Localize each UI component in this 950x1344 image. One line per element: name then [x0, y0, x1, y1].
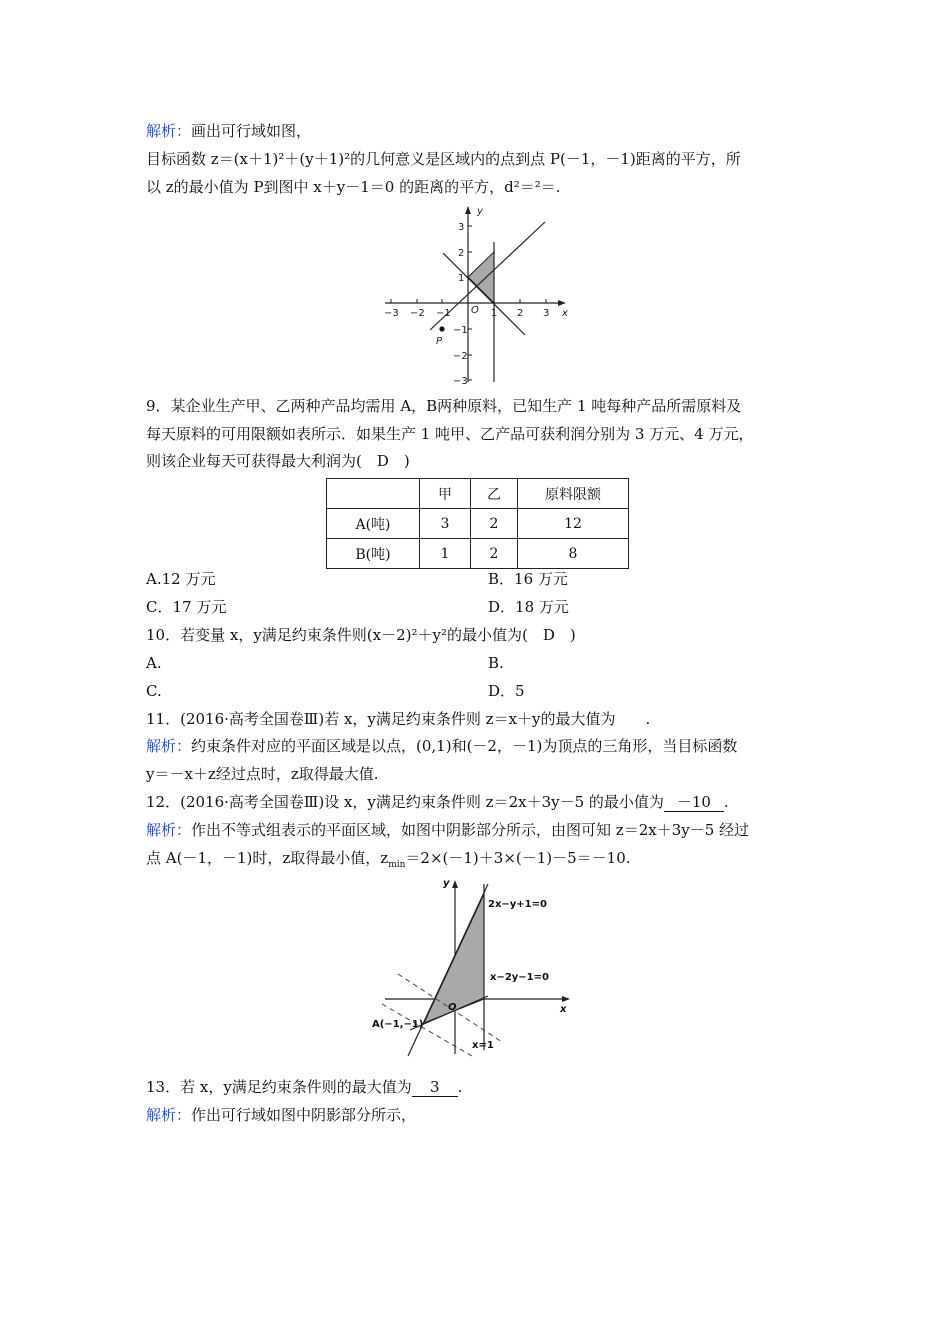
origin-label: O — [448, 1002, 457, 1013]
q9-line3: 则该企业每天可获得最大利润为( D ) — [146, 452, 410, 470]
p8-analysis-line1: 解析：画出可行域如图， — [146, 122, 312, 140]
p8-analysis-line2: 目标函数 z＝(x＋1)²＋(y＋1)²的几何意义是区域内的点到点 P(－1，－1)距离的平方，所 — [146, 150, 741, 168]
point-p-marker — [439, 326, 444, 331]
q13-analysis-line1: 解析：作出可行域如图中阴影部分所示， — [146, 1106, 417, 1124]
p8-analysis-line3: 以 z的最小值为 P到图中 x＋y－1＝0 的距离的平方，d²＝²＝. — [146, 178, 561, 196]
table-cell: A(吨) — [327, 509, 420, 539]
q12-analysis-line1: 解析：作出不等式组表示的平面区域，如图中阴影部分所示，由图可知 z＝2x＋3y－5 经过 — [146, 821, 750, 839]
q10-text: 10．若变量 x，y满足约束条件则(x－2)²＋y²的最小值为( D ) — [146, 626, 576, 644]
y-tick-label: −2 — [453, 351, 468, 362]
analysis-label: 解析： — [146, 821, 192, 839]
table-cell: B(吨) — [327, 539, 420, 569]
shaded-region — [468, 252, 494, 303]
y-tick-label: −3 — [453, 376, 468, 387]
table-header-row — [327, 479, 629, 509]
q10-option-c: C. — [146, 682, 162, 700]
table-header-cell: 原料限额 — [518, 479, 629, 509]
table-cell: 8 — [518, 539, 629, 569]
line-label-x-2y-1: x−2y−1=0 — [490, 972, 549, 983]
y-axis-label: y — [477, 206, 483, 217]
x-tick-label: −3 — [384, 308, 399, 319]
analysis-label: 解析： — [146, 737, 192, 755]
objective-dashed-line — [382, 1004, 472, 1056]
q11-analysis-line1: 解析：约束条件对应的平面区域是以点，(0,1)和(－2，－1)为顶点的三角形，当目标函数 — [146, 737, 738, 755]
table-header-cell: 甲 — [420, 479, 471, 509]
q9-option-c: C．17 万元 — [146, 598, 227, 616]
q13-text: 13．若 x，y满足约束条件则的最大值为 3 . — [146, 1078, 463, 1096]
analysis-label: 解析： — [146, 1106, 192, 1124]
q9-option-d: D．18 万元 — [488, 598, 569, 616]
feasible-region-figure-1 — [380, 200, 570, 390]
table-header-cell: 乙 — [471, 479, 518, 509]
table-header-cell — [327, 479, 420, 509]
q9-option-a: A.12 万元 — [146, 570, 216, 588]
y-tick-label: 3 — [458, 222, 465, 233]
table-cell: 2 — [471, 539, 518, 569]
table-row — [327, 539, 629, 569]
point-p-label: P — [436, 336, 443, 347]
y-tick-label: −1 — [453, 325, 468, 336]
analysis-label: 解析： — [146, 122, 192, 140]
q10-option-a: A. — [146, 654, 162, 672]
table-cell: 3 — [420, 509, 471, 539]
q9-option-b: B．16 万元 — [488, 570, 568, 588]
q10-option-d: D．5 — [488, 682, 525, 700]
x-tick-label: 2 — [517, 308, 524, 319]
q9-line1: 9．某企业生产甲、乙两种产品均需用 A，B两种原料，已知生产 1 吨每种产品所需原料及 — [146, 397, 742, 415]
feasible-region-figure-2 — [370, 870, 580, 1060]
x-axis-label: x — [562, 308, 568, 319]
y-tick-label: 1 — [458, 273, 465, 284]
table-cell: 1 — [420, 539, 471, 569]
table-cell: 12 — [518, 509, 629, 539]
table-row — [327, 509, 629, 539]
point-a-label: A(−1,−1) — [372, 1019, 424, 1030]
x-tick-label: 1 — [491, 308, 498, 319]
material-table — [326, 478, 629, 569]
line-label-2x-y-1: 2x−y+1=0 — [488, 899, 547, 910]
origin-label: O — [471, 305, 479, 316]
q12-analysis-line2: 点 A(－1，－1)时，z取得最小值，$z_{min}=2\times(-1)+3\times(-1)-5=-10$. — [146, 849, 631, 870]
q12-answer: －10 — [664, 793, 724, 812]
y-tick-label: 2 — [458, 248, 465, 259]
table-cell: 2 — [471, 509, 518, 539]
q11-analysis-line2: y＝－x＋z经过点时，z取得最大值. — [146, 765, 379, 783]
x-axis-label: x — [560, 1004, 567, 1015]
x-tick-label: 3 — [543, 308, 550, 319]
q13-answer: 3 — [412, 1078, 458, 1097]
x-tick-label: −1 — [436, 308, 451, 319]
line-label-x-eq-1: x=1 — [472, 1040, 494, 1051]
x-tick-label: −2 — [410, 308, 425, 319]
q10-option-b: B. — [488, 654, 504, 672]
y-axis-label: y — [443, 878, 450, 889]
q11-text: 11．(2016·高考全国卷Ⅲ)若 x，y满足约束条件则 z＝x＋y的最大值为 . — [146, 710, 651, 728]
q12-text: 12．(2016·高考全国卷Ⅲ)设 x，y满足约束条件则 z＝2x＋3y－5 的最小值为 －10 . — [146, 793, 729, 811]
q9-line2: 每天原料的可用限额如表所示．如果生产 1 吨甲、乙产品可获利润分别为 3 万元、4 万元， — [146, 425, 754, 443]
